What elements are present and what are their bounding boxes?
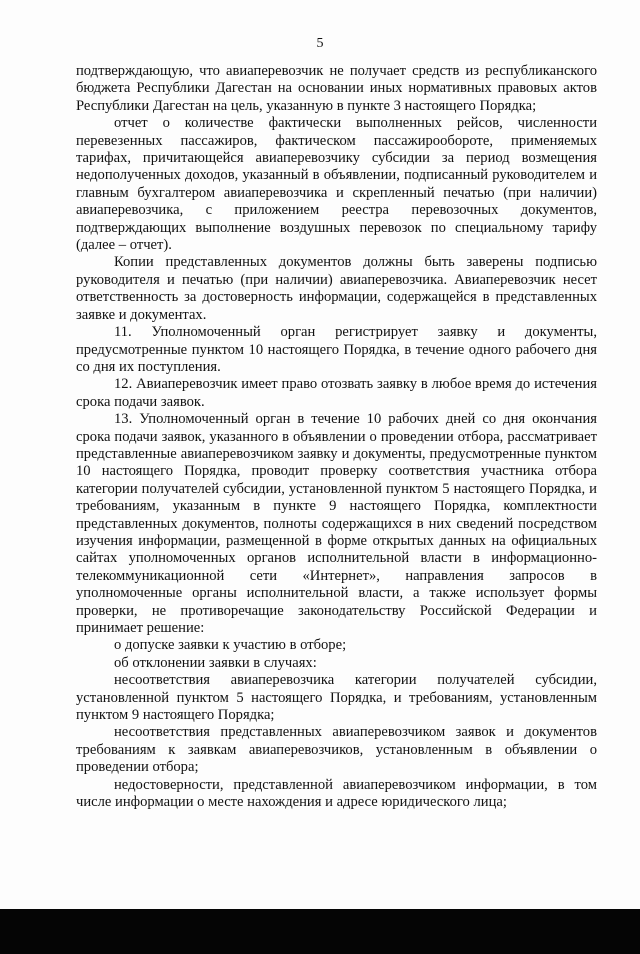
paragraph-item-12: 12. Авиаперевозчик имеет право отозвать заявку в любое время до истечения срока подачи заявок.	[76, 376, 597, 410]
paragraph-document-copies: Копии представленных документов должны быть заверены подписью руководителя и печатью (при наличии) авиаперевозчика. Авиаперевозчик несет ответственность за достоверность информации, содержащейся в представленных заявке и документах.	[76, 254, 597, 323]
page-number: 5	[316, 36, 324, 51]
paragraph-category-mismatch: несоответствия авиаперевозчика категории получателей субсидии, установленной пунктом 5 настоящего Порядка, и требованиям, установленным пунктом 9 настоящего Порядка;	[76, 672, 597, 724]
paragraph-item-13: 13. Уполномоченный орган в течение 10 рабочих дней со дня окончания срока подачи заявок, указанного в объявлении о проведении отбора, рассматривает представленные авиаперевозчиком заявку и документы, предусмотренные пунктом 10 настоящего Порядка, проводит проверку соответствия участника отбора категории получателей субсидии, установленной пунктом 5 настоящего Порядка, и требованиям, указанным в пункте 9 настоящего Порядка, комплектности представленных документов, полноты содержащихся в них сведений посредством изучения информации, размещенной в форме открытых данных на официальных сайтах уполномоченных органов исполнительной власти в информационно-телекоммуникационной сети «Интернет», направления запросов в уполномоченные органы исполнительной власти, а также использует формы проверки, не противоречащие законодательству Российской Федерации и принимает решение:	[76, 411, 597, 636]
scan-bottom-edge	[0, 909, 640, 954]
document-body	[76, 63, 597, 811]
paragraph-item-11: 11. Уполномоченный орган регистрирует заявку и документы, предусмотренные пунктом 10 настоящего Порядка, в течение одного рабочего дня со дня их поступления.	[76, 324, 597, 375]
paragraph-flight-report: отчет о количестве фактически выполненных рейсов, численности перевезенных пассажиров, фактическом пассажирообороте, применяемых тарифах, причитающейся авиаперевозчику субсидии за период возмещения недополученных доходов, указанный в объявлении, подписанный руководителем и главным бухгалтером авиаперевозчика и скрепленный печатью (при наличии) авиаперевозчика, с приложением реестра перевозочных документов, подтверждающих выполнение воздушных перевозок по специальному тарифу (далее – отчет).	[76, 115, 597, 254]
paragraph-admission-decision: о допуске заявки к участию в отборе;	[114, 637, 347, 654]
paragraph-unreliable-information: недостоверности, представленной авиаперевозчиком информации, в том числе информации о месте нахождения и адресе юридического лица;	[76, 776, 597, 811]
paragraph-documents-mismatch: несоответствия представленных авиаперевозчиком заявок и документов требованиям к заявкам авиаперевозчиков, установленным в объявлении о проведении отбора;	[76, 724, 597, 776]
paragraph-confirmation-continued: подтверждающую, что авиаперевозчик не получает средств из республиканского бюджета Республики Дагестан на основании иных нормативных правовых актов Республики Дагестан на цель, указанную в пункте 3 настоящего Порядка;	[76, 63, 597, 114]
paragraph-rejection-cases: об отклонении заявки в случаях:	[114, 654, 317, 671]
